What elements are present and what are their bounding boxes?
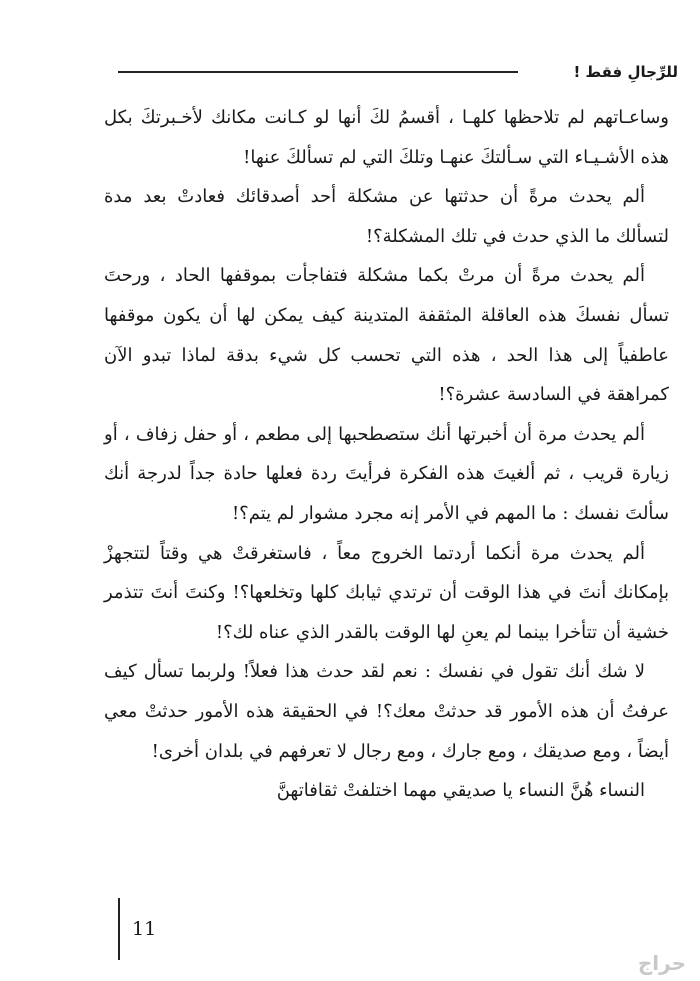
paragraph: وساعـاتهم لم تلاحظها كلهـا ، أقسمُ لكَ أنها لو كـانت مكانك لأخـبرتكَ بكل هذه الأشـيـاء التي سـألتكَ عنهـا وتلكَ التي لم تسألكَ عنها!	[104, 107, 669, 168]
watermark-logo: حراج	[637, 951, 686, 975]
body-text	[104, 98, 669, 811]
header-title: للرِّجالِ فقط !	[573, 63, 678, 81]
header-rule	[118, 71, 518, 73]
page-number: 11	[132, 918, 157, 940]
running-header	[118, 56, 678, 88]
paragraph: ألم يحدث مرة أنكما أردتما الخروج معاً ، فاستغرقتْ هي وقتاً لتتجهزْ بإمكانك أنتَ في هذا الوقت أن ترتدي ثيابك كلها وتخلعها؟! وكنتَ أنتَ تتذمر خشية أن تتأخرا بينما لم يعنِ لها الوقت بالقدر الذي عناه لك؟!	[104, 542, 669, 643]
paragraph: ألم يحدث مرةً أن مرتْ بكما مشكلة فتفاجأت بموقفها الحاد ، ورحتَ تسأل نفسكَ هذه العاقلة المثقفة المتدينة كيف يمكن لها أن يكون موقفها عاطفياً إلى هذا الحد ، هذه التي تحسب كل شيء بدقة لماذا تبدو الآن كمراهقة في السادسة عشرة؟!	[104, 265, 669, 406]
paragraph: ألم يحدث مرة أن أخبرتها أنك ستصطحبها إلى مطعم ، أو حفل زفاف ، أو زيارة قريب ، ثم ألغيتَ هذه الفكرة فرأيتَ ردة فعلها حادة جداً لدرجة أنك سألتَ نفسك : ما المهم في الأمر إنه مجرد مشوار لم يتم؟!	[104, 423, 669, 524]
paragraph: النساء هُنَّ النساء يا صديقي مهما اختلفتْ ثقافاتهنَّ	[276, 780, 645, 802]
page-footer	[118, 898, 156, 960]
paragraph: لا شك أنك تقول في نفسك : نعم لقد حدث هذا فعلاً! ولربما تسأل كيف عرفتُ أن هذه الأمور قد حدثتْ معك؟! في الحقيقة هذه الأمور حدثتْ معي أيضاً ، ومع صديقك ، ومع جارك ، ومع رجال لا تعرفهم في بلدان أخرى!	[104, 661, 669, 762]
paragraph: ألم يحدث مرةً أن حدثتها عن مشكلة أحد أصدقائك فعادتْ بعد مدة لتسألك ما الذي حدث في تلك المشكلة؟!	[104, 186, 669, 247]
footer-rule	[118, 898, 120, 960]
